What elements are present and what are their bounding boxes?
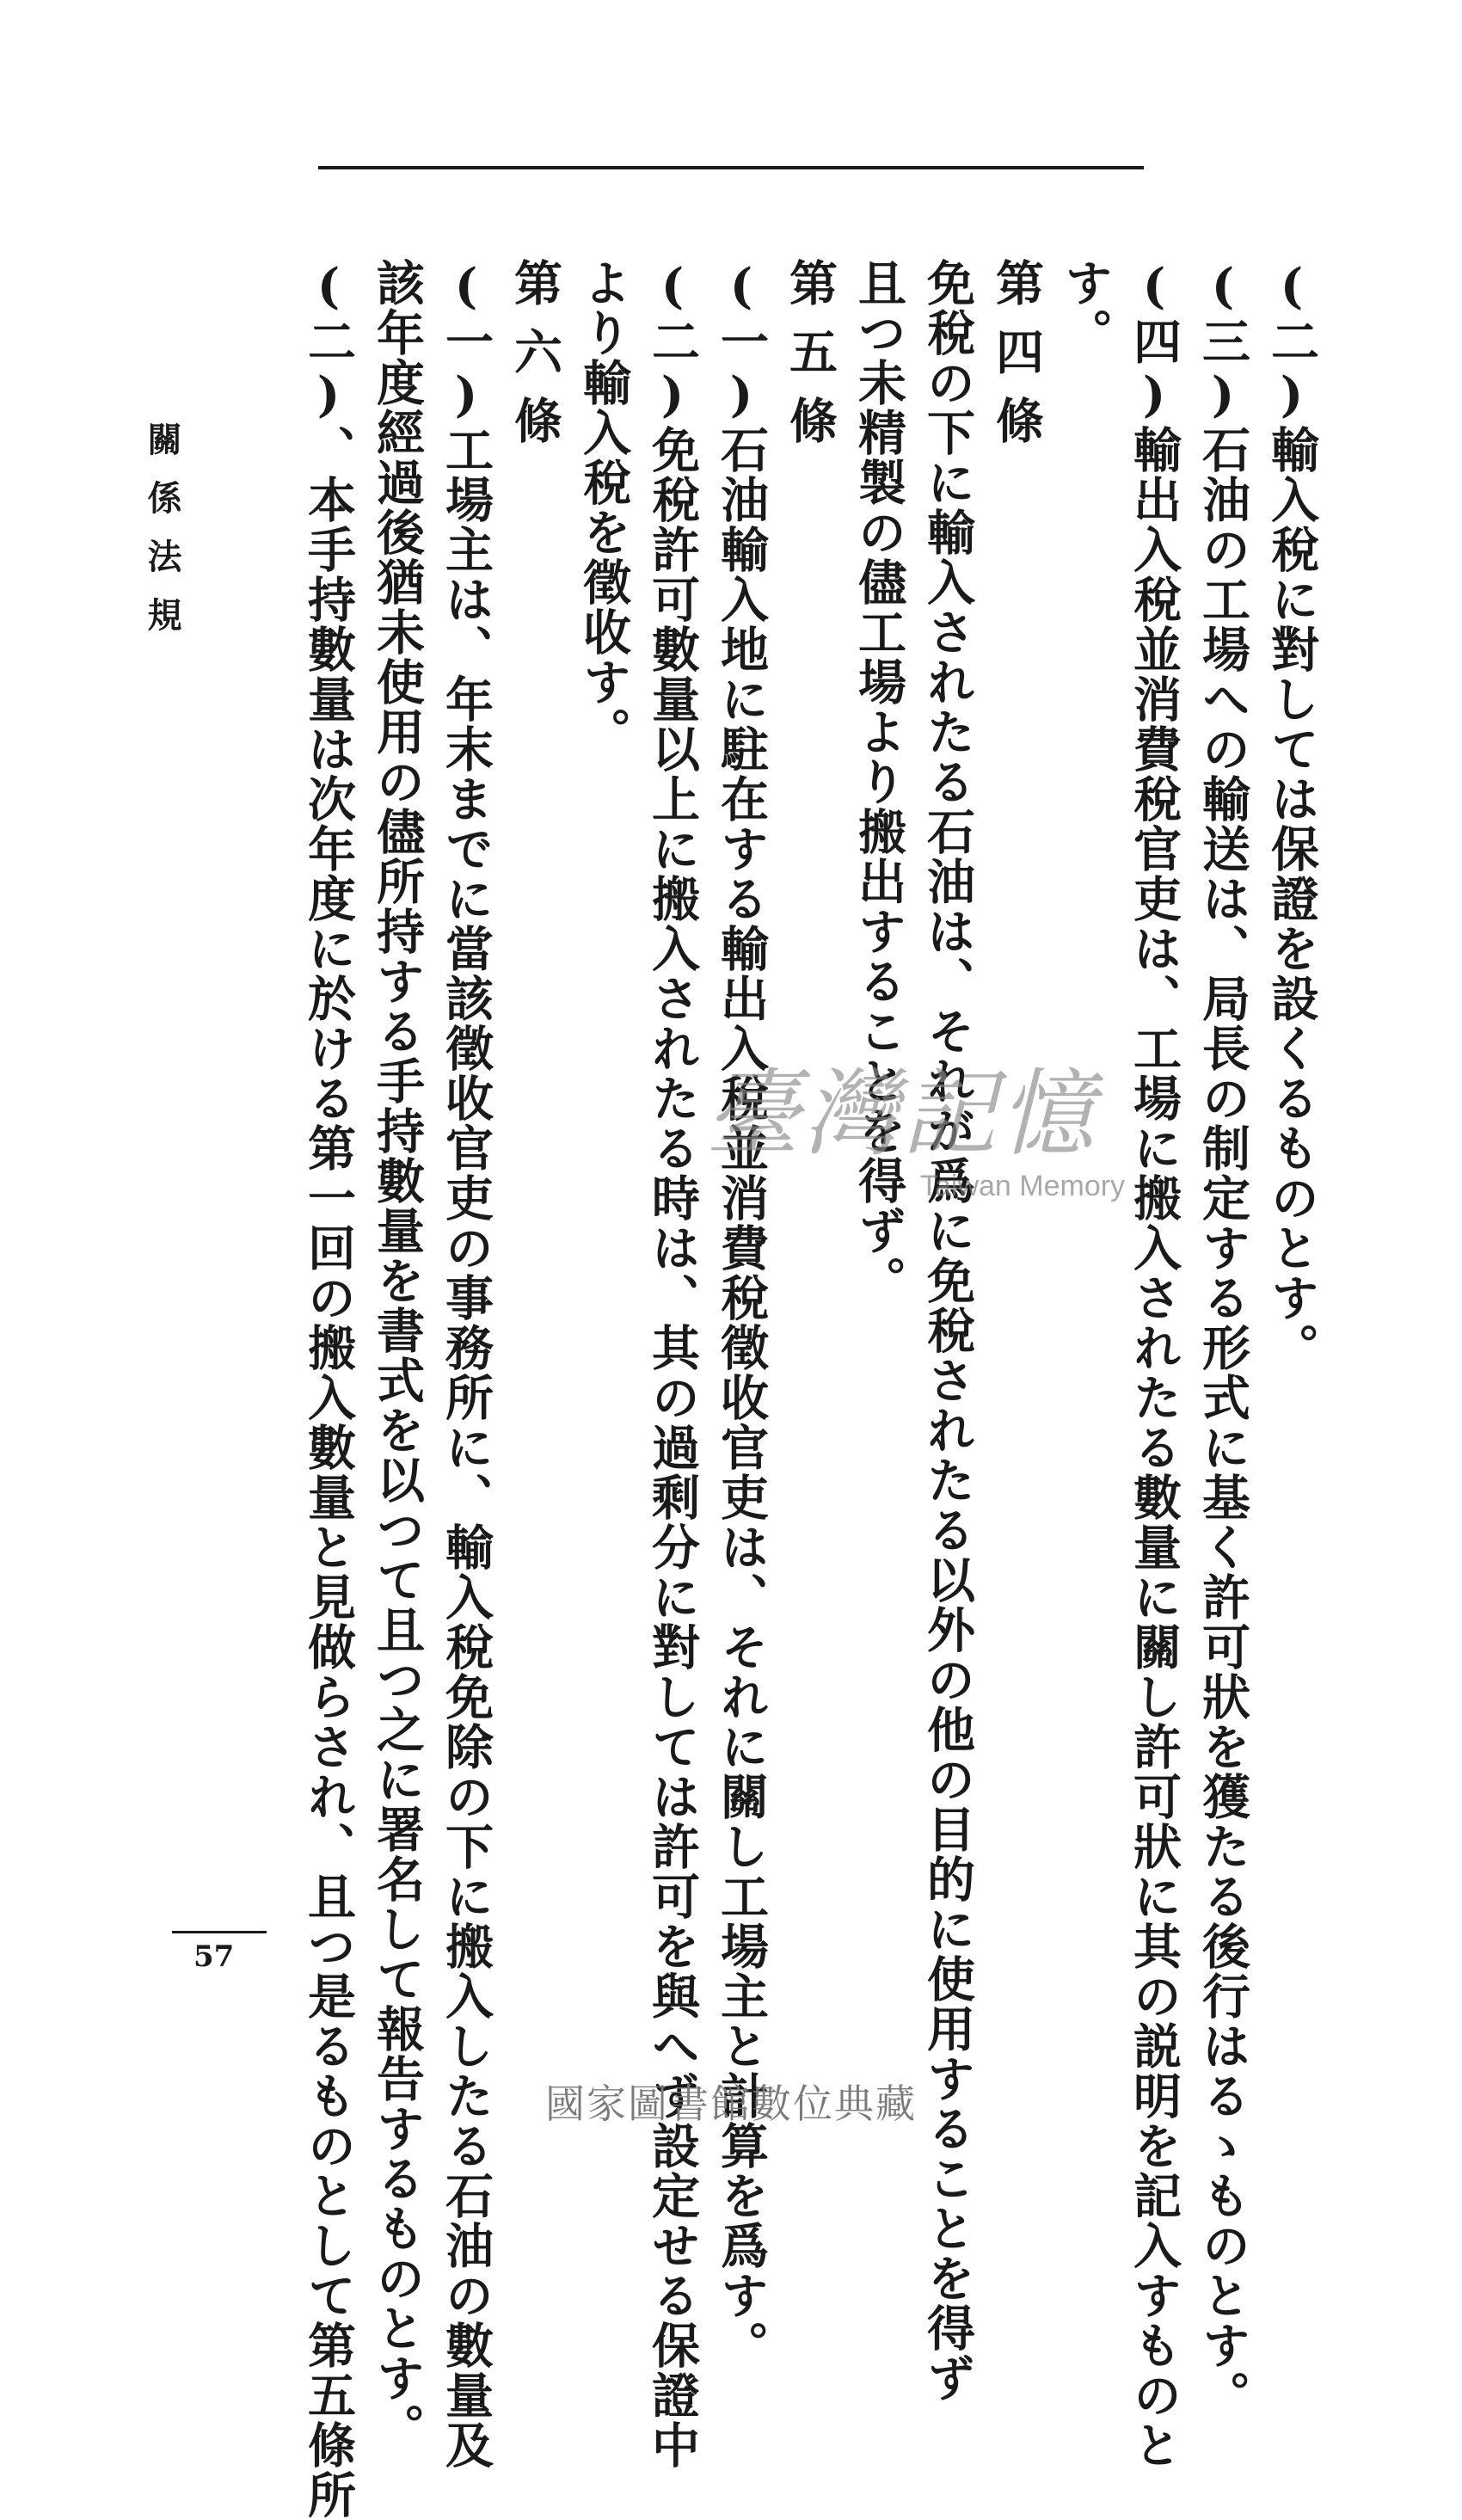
text-column-3: (四)輸出入稅並消費稅官吏は、工場に搬入されたる數量に關し許可狀に其の説明を記入すものと xyxy=(1126,258,1182,2470)
top-rule-line xyxy=(318,166,1144,169)
text-column-9: (一)石油輸入地に駐在する輸出入稅並消費稅徵收官吏は、それに關し工場主と計算を爲す。 xyxy=(713,258,770,2370)
text-column-2: (三)石油の工場への輸送は、局長の制定する形式に基く許可狀を獲たる後行はるゝものとす。 xyxy=(1195,258,1251,2420)
text-column-6: 免稅の下に輸入されたる石油は、それが爲に免稅されたる以外の他の目的に使用することを得ず xyxy=(919,258,976,2403)
text-column-14: 該年度經過後猶未使用の儘所持する手持數量を書式を以つて且つ之に署名して報告するものとす。 xyxy=(369,258,426,2453)
text-column-4: す。 xyxy=(1057,258,1114,358)
running-head: 關係法規 xyxy=(142,421,182,655)
article-heading-4: 第四條 xyxy=(988,258,1045,464)
watermark-en-text: Taiwan Memory xyxy=(920,1170,1126,1202)
text-column-1: (二)輸入稅に對しては保證を設くるものとす。 xyxy=(1263,258,1320,1373)
text-column-15: (二)、本手持數量は次年度に於ける第一回の搬入數量と見做らされ、且つ是るものとして第五條所 xyxy=(300,258,357,2520)
text-column-11: より輸入稅を徵收す。 xyxy=(575,258,632,757)
text-column-13: (一)工場主は、年末までに當該徵收官吏の事務所に、輸入稅免除の下に搬入したる石油の數量及 xyxy=(438,258,494,2470)
page-number: 57 xyxy=(194,1939,235,1974)
page-number-rule xyxy=(172,1931,267,1933)
footer-credit: 國家圖書館數位典藏 xyxy=(545,2081,917,2127)
text-column-10: (二)免稅許可數量以上に搬入されたる時は、其の過剩分に對しては許可を與へず設定せる保證中 xyxy=(644,258,701,2470)
watermark-cjk-text: 臺灣記憶 xyxy=(705,1059,1097,1169)
watermark-logo xyxy=(705,1059,1152,1213)
article-heading-5: 第五條 xyxy=(782,258,838,464)
text-column-7: 且つ未精製の儘工場より搬出することを得ず。 xyxy=(851,258,907,1306)
article-heading-6: 第六條 xyxy=(507,258,563,464)
